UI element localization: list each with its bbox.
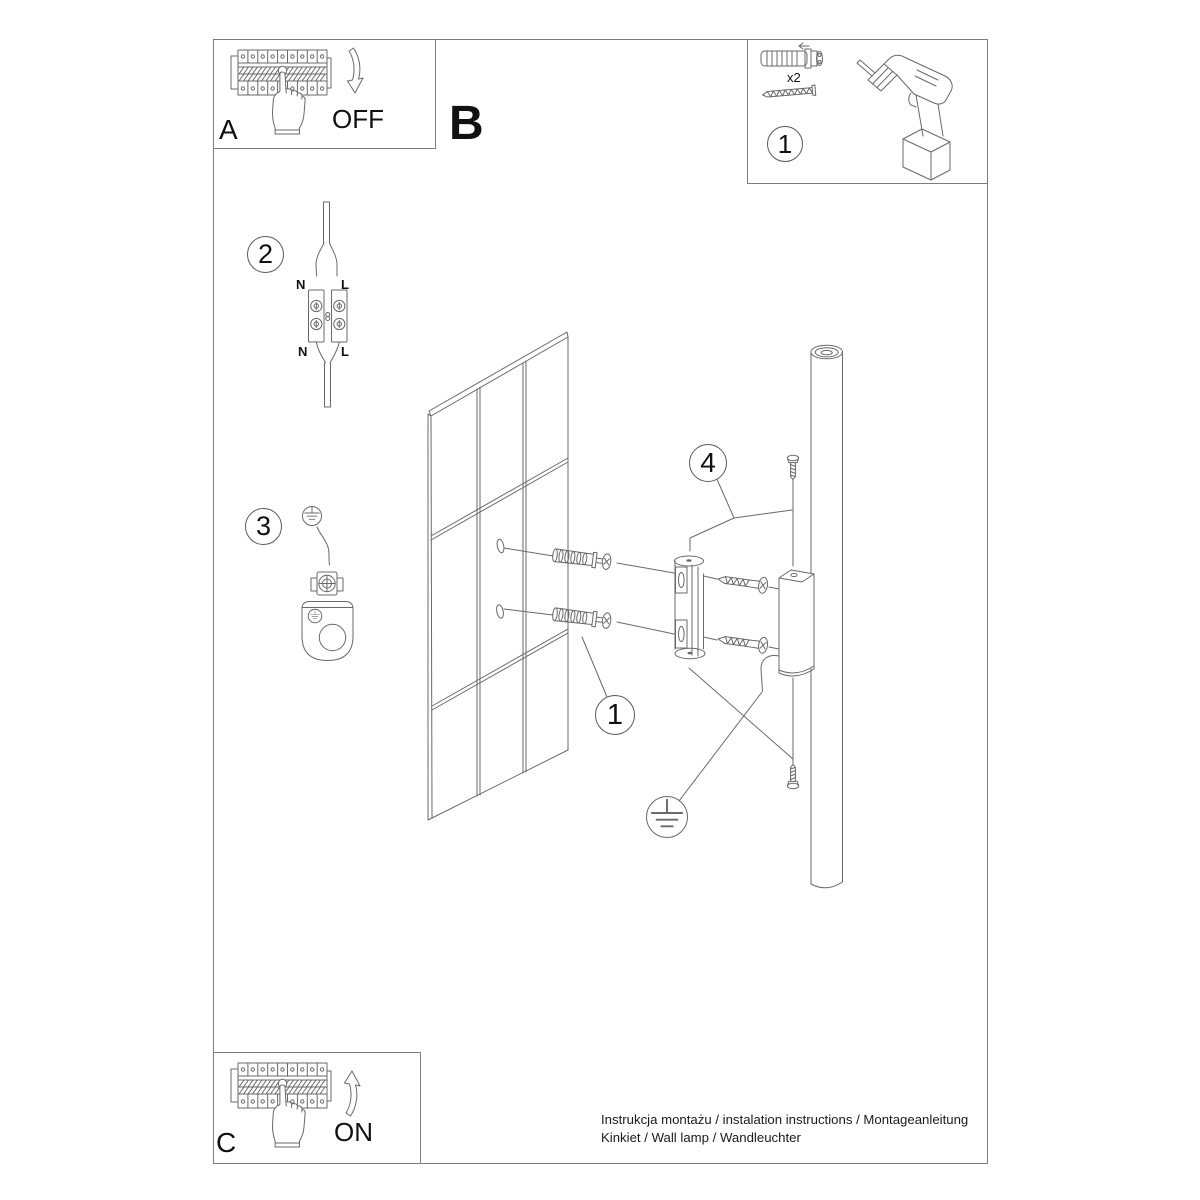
mounting-bracket-icon bbox=[675, 556, 706, 659]
step-4-badge: 4 bbox=[689, 444, 727, 482]
leader-line bbox=[704, 576, 718, 640]
lamp-tube-icon bbox=[811, 345, 843, 888]
drill-icon bbox=[857, 55, 952, 180]
footer-product-line: Kinkiet / Wall lamp / Wandleuchter bbox=[601, 1130, 801, 1145]
terminal-block-icon bbox=[309, 290, 348, 342]
leader-line bbox=[690, 477, 792, 551]
wall-anchor-icon bbox=[552, 547, 612, 570]
power-cable-icon bbox=[316, 342, 339, 407]
canopy-icon bbox=[779, 570, 814, 676]
set-screw-icon bbox=[787, 764, 798, 788]
ground-wire-icon bbox=[317, 527, 330, 565]
screw-icon bbox=[762, 85, 816, 100]
ground-symbol-icon bbox=[303, 507, 322, 526]
wall-plug-icon bbox=[761, 43, 823, 68]
wire-line-top-label: L bbox=[341, 277, 349, 292]
drill-hole bbox=[495, 604, 504, 619]
anchor-callout-badge: 1 bbox=[595, 695, 635, 735]
mounting-screw-icon bbox=[717, 631, 769, 654]
leader-line bbox=[617, 563, 674, 634]
wire-neutral-bottom-label: N bbox=[298, 344, 308, 359]
set-screw-icon bbox=[787, 455, 798, 479]
ground-wire-icon bbox=[761, 656, 779, 691]
switch-off-label: OFF bbox=[332, 104, 384, 134]
leader-line bbox=[504, 548, 553, 615]
curved-arrow-up-icon bbox=[345, 1071, 361, 1116]
step-3-badge: 3 bbox=[245, 508, 282, 545]
wire-line-bottom-label: L bbox=[341, 344, 349, 359]
tiled-wall-icon bbox=[428, 332, 568, 820]
mounting-screw-icon bbox=[717, 571, 769, 594]
ground-terminal-icon bbox=[311, 572, 343, 595]
ground-symbol-icon bbox=[647, 797, 688, 838]
panel-b-label: B bbox=[449, 97, 484, 150]
leader-line bbox=[679, 692, 762, 801]
step-2-badge: 2 bbox=[247, 236, 284, 273]
curved-arrow-down-icon bbox=[348, 48, 364, 93]
leader-line bbox=[769, 587, 779, 649]
step-1-badge: 1 bbox=[767, 126, 803, 162]
leader-line bbox=[689, 668, 793, 759]
switch-on-label: ON bbox=[334, 1117, 373, 1147]
anchor-quantity-label: x2 bbox=[787, 70, 801, 85]
wall-anchor-icon bbox=[552, 606, 612, 629]
footer-instructions-line: Instrukcja montażu / instalation instructions / Montageanleitung bbox=[601, 1112, 969, 1127]
panel-c-label: C bbox=[216, 1127, 237, 1158]
panel-a-label: A bbox=[219, 114, 238, 145]
leader-line bbox=[582, 637, 607, 697]
drill-hole bbox=[496, 539, 505, 554]
ground-bracket-icon bbox=[302, 602, 353, 661]
power-cable-icon bbox=[316, 202, 337, 276]
wire-neutral-top-label: N bbox=[296, 277, 306, 292]
